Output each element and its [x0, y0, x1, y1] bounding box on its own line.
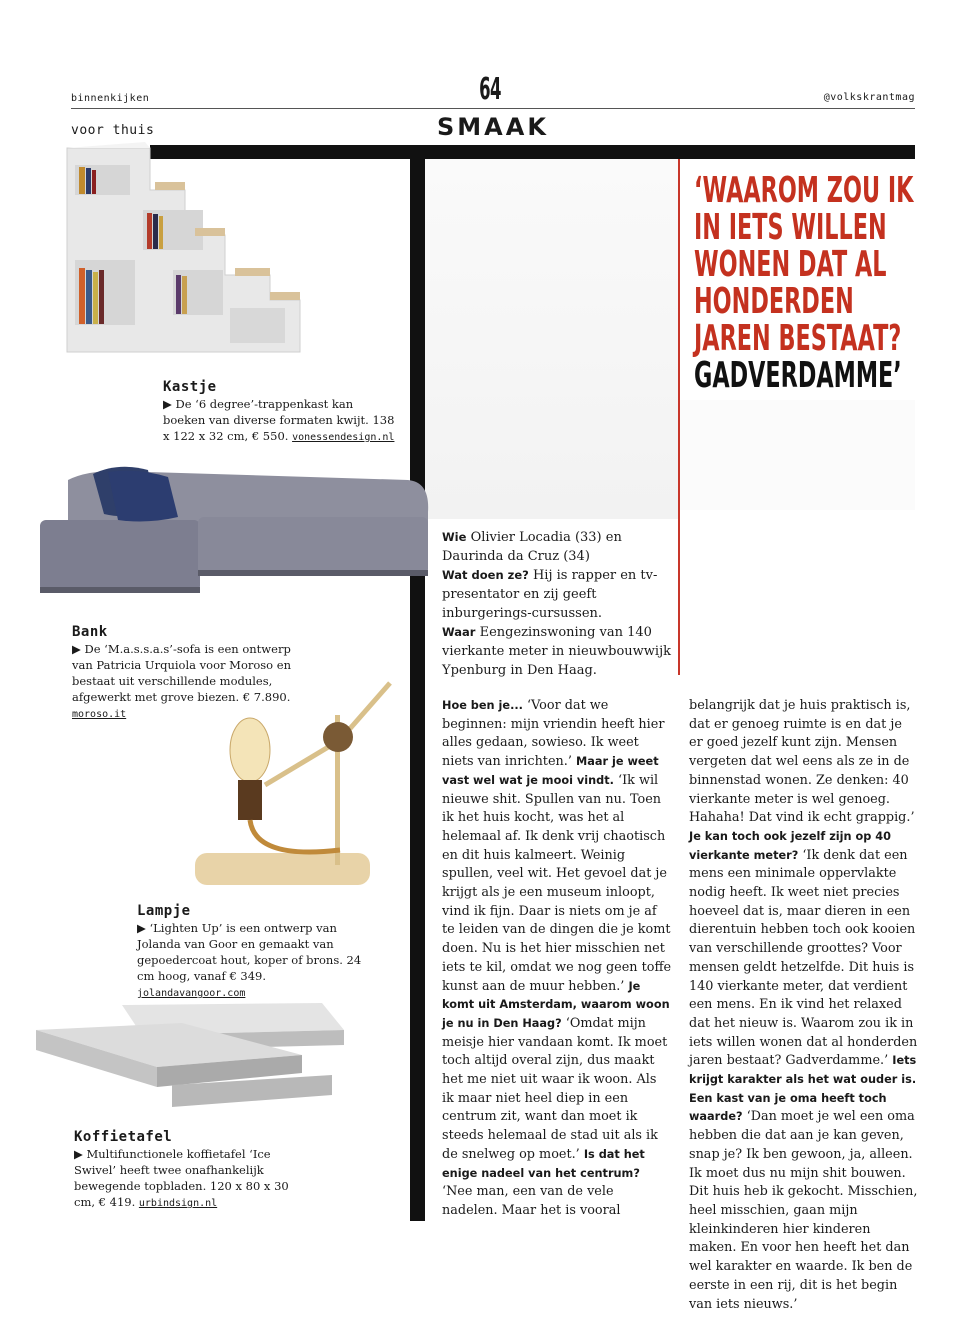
info-label: Wat doen ze? [442, 568, 529, 582]
header-rule [71, 108, 915, 109]
sofa-image [38, 462, 430, 607]
info-item-wat [442, 566, 672, 623]
info-text: Hij is rapper en tv-presentator en zij geeft inburgerings-cursussen. [442, 568, 658, 621]
product-desc-koffietafel [74, 1146, 299, 1212]
vertical-bar [410, 145, 425, 1221]
info-item-wie [442, 528, 672, 566]
info-text: Eengezinswoning van 140 vierkante meter in nieuwbouwwijk Ypenburg in Den Haag. [442, 625, 671, 678]
product-title-koffietafel: Koffietafel [74, 1129, 173, 1145]
interview-question: Maar je weet vast wel wat je mooi vindt. [442, 755, 659, 787]
interview-question: Je komt uit Amsterdam, waarom woon je nu in Den Haag? [442, 979, 670, 1030]
product-desc-text: ▶ De ‘M.a.s.s.a.s’-sofa is een ontwerp van Patricia Urquiola voor Moroso en bestaat uit verschillende modules, afgewerkt met grove biezen. € 7.890. [72, 642, 291, 704]
info-block [442, 528, 672, 680]
product-desc-lampje [137, 920, 367, 1002]
interview-answer: ‘Omdat mijn meisje hier vandaan komt. Ik moet toch altijd overal zijn, dus maakt het me niet uit waar ik woon. Als ik maar niet heel diep in een centrum zit, want dan moet ik steeds helemaal de stad uit als ik de snelweg op moet.’ [442, 1015, 668, 1162]
interview-question: Hoe ben je... [442, 699, 523, 712]
interview-column-1 [442, 697, 672, 1221]
product-title-kastje: Kastje [163, 379, 217, 395]
bookcase-image [55, 140, 305, 355]
interview-question: Is dat het enige nadeel van het centrum? [442, 1147, 645, 1180]
interview-question: Iets krijgt karakter als het wat ouder is. Een kast van je oma heeft toch waarde? [689, 1054, 917, 1124]
product-desc-kastje [163, 396, 398, 446]
pull-quote-red: ‘WAAROM ZOU IK IN IETS WILLEN WONEN DAT AL HONDERDEN JAREN BESTAAT? [694, 170, 914, 359]
section-label: binnenkijken [71, 93, 150, 104]
red-divider [678, 159, 680, 675]
info-label: Wie [442, 530, 467, 544]
product-link[interactable]: moroso.it [72, 709, 127, 720]
pull-quote [694, 172, 917, 394]
subsection-label: voor thuis [71, 123, 155, 138]
interview-answer: ‘Nee man, een van de vele nadelen. Maar het is vooral [442, 1184, 621, 1218]
page-number: 64 [479, 72, 501, 107]
interview-answer: ‘Dan moet je wel een oma hebben die dat aan je kan geven, snap je? Ik ben gewoon, ja, alleen. Ik moet dus nu mijn shit bouwen. Dit huis heb ik gekocht. Misschien, heel misschien, gaan mijn kleinkinderen hier kinderen maken. En voor hen heeft het dan wel karakter en waarde. Ik ben de eerste in een rij, dit is het begin van iets nieuws.’ [689, 1109, 918, 1312]
product-desc-bank [72, 641, 297, 723]
product-link[interactable]: vonessendesign.nl [292, 432, 395, 443]
info-item-waar [442, 623, 672, 680]
info-text: Olivier Locadia (33) en Daurinda da Cruz (34) [442, 530, 622, 564]
coffee-table-image [32, 995, 350, 1113]
background-photo-area-right [680, 400, 915, 510]
product-link[interactable]: jolandavangoor.com [137, 988, 246, 999]
product-title-lampje: Lampje [137, 903, 191, 919]
interview-column-2 [689, 697, 919, 1314]
interview-answer: ‘Ik denk dat een mens een minimale oppervlakte nodig heeft. Ik weet niet precies hoeveel dat is, maar dieren in een dierentuin hebben toch ook kooien van verschillende groottes? Voor mensen geldt hetzelfde. Dit huis is 140 vierkante meter, dat verdient een mens. En ik vind het relaxed dat het nieuw is. Waarom zou ik in iets willen wonen dat al honderden jaren bestaat? Gadverdamme.’ [689, 847, 918, 1069]
background-photo-area [425, 159, 678, 519]
magazine-section-title: SMAAK [437, 113, 549, 141]
social-handle: @volkskrantmag [823, 92, 915, 103]
product-desc-text: ▶ Multifunctionele koffietafel ‘Ice Swivel’ heeft twee onafhankelijk bewegende topbladen. 120 x 80 x 30 cm, € 419. [74, 1147, 289, 1209]
interview-answer: ‘Voor dat we beginnen: mijn vriendin heeft hier alles gedaan, sowieso. Ik weet niets van inrichten.’ [442, 698, 665, 770]
interview-answer-continued: belangrijk dat je huis praktisch is, dat er genoeg ruimte is en dat je er goed jezelf kunt zijn. Mensen vergeten dat wel eens als ze in de binnenstad wonen. Ze denken: 40 vierkante meter is wel genoeg. Hahaha! Dat vind ik echt grappig.’ [689, 698, 915, 826]
product-link[interactable]: urbindsign.nl [138, 1198, 218, 1209]
pull-quote-black: GADVERDAMME’ [694, 355, 902, 396]
info-label: Waar [442, 625, 476, 639]
interview-answer: ‘Ik wil nieuwe shit. Spullen van nu. Toen ik het huis kocht, was het al helemaal af. Ik denk vrij chaotisch en dit huis kalmeert. Weinig spullen, veel wit. Het gevoel dat je krijgt als je een museum inloopt, vind ik fijn. Daar is niets om je af te leiden van de dingen die je komt doen. Nu is het hier misschien net iets te kil, omdat we nog geen toffe kunst aan de muur hebben.’ [442, 772, 672, 994]
interview-question: Je kan toch ook jezelf zijn op 40 vierkante meter? [689, 829, 891, 862]
product-desc-text: ▶ ‘Lighten Up’ is een ontwerp van Jolanda van Goor en gemaakt van gepoedercoat hout, koper of brons. 24 cm hoog, vanaf € 349. [137, 921, 362, 983]
product-title-bank: Bank [72, 624, 108, 640]
product-desc-text: ▶ De ‘6 degree’-trappenkast kan boeken van diverse formaten kwijt. 138 x 122 x 32 cm, € 550. [163, 397, 395, 443]
